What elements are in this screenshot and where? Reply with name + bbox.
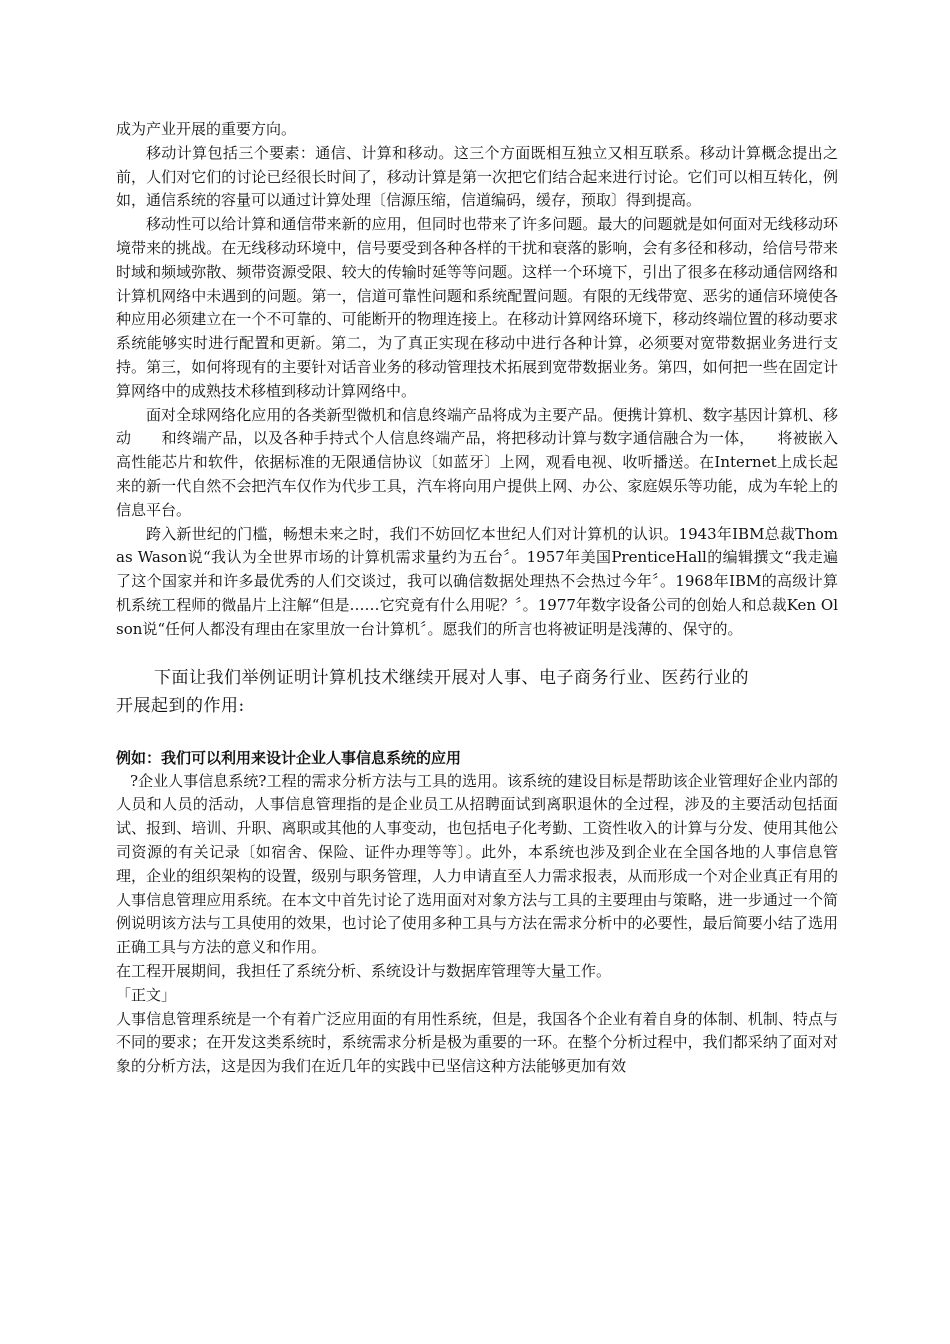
paragraph-role: 在工程开展期间，我担任了系统分析、系统设计与数据库管理等大量工作。 <box>116 961 612 980</box>
example-heading: 例如：我们可以利用来设计企业人事信息系统的应用 <box>116 748 462 767</box>
paragraph-hr-system-abstract: ?企业人事信息系统?工程的需求分析方法与工具的选用。该系统的建设目标是帮助该企业管理好企业内部的人员和人员的活动，人事信息管理指的是企业员工从招聘面试到离职退休的全过程，涉及的主要活动包括面试、报到、培训、升职、离职或其他的人事变动，也包括电子化考勤、工资性收入的计算与分发、使用其他公司资源的有关记录〔如宿舍、保险、证件办理等等〕。此外，本系统也涉及到企业在全国各地的人事信息管理，企业的组织架构的设置，级别与职务管理，人力申请直至人力需求报表，从而形成一个对企业真正有用的人事信息管理应用系统。在本文中首先讨论了选用面对对象方法与工具的主要理由与策略，进一步通过一个简例说明该方法与工具使用的效果，也讨论了使用多种工具与方法在需求分析中的必要性，最后简要小结了选用正确工具与方法的意义和作用。 <box>116 771 838 957</box>
document-page <box>116 118 838 1079</box>
paragraph-main-text: 人事信息管理系统是一个有着广泛应用面的有用性系统，但是，我国各个企业有着自身的体制、机制、特点与不同的要求；在开发这类系统时，系统需求分析是极为重要的一环。在整个分析过程中，我们都采纳了面对对象的分析方法，这是因为我们在近几年的实践中已坚信这种方法能够更加有效 <box>116 1009 838 1076</box>
lead-sentence-line-2: 开展起到的作用: <box>116 695 245 716</box>
lead-sentence-line-1: 下面让我们举例证明计算机技术继续开展对人事、电子商务行业、医药行业的 <box>154 667 749 688</box>
section-mark-main-text: 「正文」 <box>116 985 177 1004</box>
paragraph-continuation: 成为产业开展的重要方向。 <box>116 120 297 138</box>
paragraph-terminal-products: 面对全球网络化应用的各类新型微机和信息终端产品将成为主要产品。便携计算机、数字基因计算机、移动 和终端产品，以及各种手持式个人信息终端产品，将把移动计算与数字通信融合为一体， 将被嵌入高性能芯片和软件，依据标准的无限通信协议〔如蓝牙〕上网，观看电视、收听播送。在Internet上成长起来的新一代自然不会把汽车仅作为代步工具，汽车将向用户提供上网、办公、家庭娱乐等功能，成为车轮上的信息平台。 <box>116 405 838 519</box>
paragraph-computer-predictions: 跨入新世纪的门槛，畅想未来之时，我们不妨回忆本世纪人们对计算机的认识。1943年IBM总裁Thomas Wason说“我认为全世界市场的计算机需求量约为五台〞。1957年美国PrenticeHall的编辑撰文“我走遍了这个国家并和许多最优秀的人们交谈过，我可以确信数据处理热不会热过今年〞。1968年IBM的高级计算机系统工程师的微晶片上注解“但是……它究竟有什么用呢？〞。1977年数字设备公司的创始人和总裁Ken Olson说“任何人都没有理由在家里放一台计算机〞。愿我们的所言也将被证明是浅薄的、保守的。 <box>116 524 838 638</box>
paragraph-mobility-challenges: 移动性可以给计算和通信带来新的应用，但同时也带来了许多问题。最大的问题就是如何面对无线移动环境带来的挑战。在无线移动环境中，信号要受到各种各样的干扰和衰落的影响，会有多径和移动，给信号带来时域和频域弥散、频带资源受限、较大的传输时延等等问题。这样一个环境下，引出了很多在移动通信网络和计算机网络中未遇到的问题。第一，信道可靠性问题和系统配置问题。有限的无线带宽、恶劣的通信环境使各种应用必须建立在一个不可靠的、可能断开的物理连接上。在移动计算网络环境下，移动终端位置的移动要求系统能够实时进行配置和更新。第二，为了真正实现在移动中进行各种计算，必须要对宽带数据业务进行支持。第三，如何将现有的主要针对话音业务的移动管理技术拓展到宽带数据业务。第四，如何把一些在固定计算网络中的成熟技术移植到移动计算网络中。 <box>116 215 838 400</box>
paragraph-mobile-computing-elements: 移动计算包括三个要素：通信、计算和移动。这三个方面既相互独立又相互联系。移动计算概念提出之前，人们对它们的讨论已经很长时间了，移动计算是第一次把它们结合起来进行讨论。它们可以相互转化，例如，通信系统的容量可以通过计算处理〔信源压缩，信道编码，缓存，预取〕得到提高。 <box>116 143 838 210</box>
